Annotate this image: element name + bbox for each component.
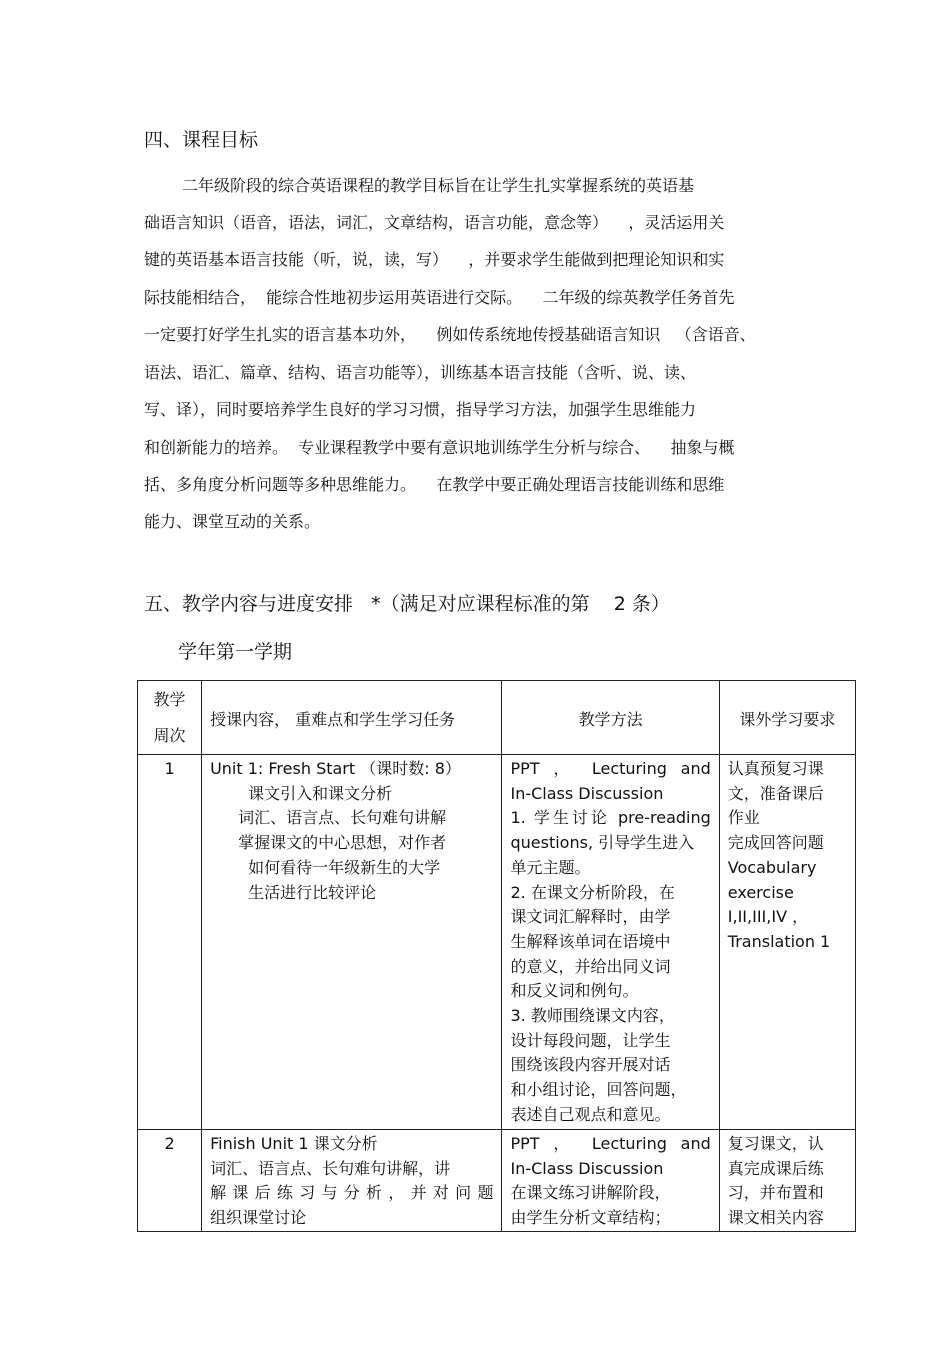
content-cell: Unit 1: Fresh Start （课时数: 8） 课文引入和课文分析 词汇、语言点、长句难句讲解 掌握课文的中心思想，对作者 如何看待一年级新生的大学 生活进行比较评论: [202, 755, 502, 1130]
section-4-paragraph-line: 和创新能力的培养。 专业课程教学中要有意识地训练学生分析与综合、 抽象与概: [144, 438, 735, 457]
schedule-table: [137, 680, 856, 1232]
section-4-paragraph-line: 括、多角度分析问题等多种思维能力。 在教学中要正确处理语言技能训练和思维: [144, 475, 725, 494]
semester-subheading: 学年第一学期: [178, 641, 293, 663]
week-number: 1: [138, 755, 202, 1130]
section-4-paragraph-line: 际技能相结合， 能综合性地初步运用英语进行交际。 二年级的综英教学任务首先: [144, 288, 735, 307]
homework-cell: 认真预复习课 文，准备课后 作业 完成回答问题 Vocabulary exercise I,II,III,IV ， Translation 1: [719, 755, 855, 1130]
section-4-paragraph-line: 写、译），同时要培养学生良好的学习习惯，指导学习方法，加强学生思维能力: [144, 400, 697, 419]
table-row: [138, 1130, 856, 1232]
header-week: 教学 周次: [138, 681, 202, 755]
section-4-paragraph-line: 一定要打好学生扎实的语言基本功外， 例如传系统地传授基础语言知识 （含语音、: [144, 325, 756, 344]
section-4-paragraph-line: 语法、语汇、篇章、结构、语言功能等），训练基本语言技能（含听、说、读、: [144, 363, 697, 382]
content-cell: Finish Unit 1 课文分析 词汇、语言点、长句难句讲解，讲 解课后练习与分析，并对问题 组织课堂讨论: [202, 1130, 502, 1232]
homework-cell: 复习课文，认 真完成课后练 习，并布置和 课文相关内容: [719, 1130, 855, 1232]
section-4-heading: 四、课程目标: [144, 129, 259, 151]
method-cell: PPT ， Lecturing and In-Class Discussion 1. 学生讨论 pre-reading questions, 引导学生进入 单元主题。 2. 在课文分析阶段，在 课文词汇解释时，由学 生解释该单词在语境中 的意义，并给出同义词 和反义词和例句。 3. 教师围绕课文内容， 设计每段问题，让学生 围绕该段内容开展对话 和小组讨论，回答问题， 表述自己观点和意见。: [502, 755, 719, 1130]
header-homework: 课外学习要求: [719, 681, 855, 755]
section-4-paragraph-line: 键的英语基本语言技能（听，说，读，写） ，并要求学生能做到把理论知识和实: [144, 250, 725, 269]
table-row: [138, 755, 856, 1130]
section-5-heading: 五、教学内容与进度安排 *（满足对应课程标准的第 2 条）: [144, 593, 670, 615]
section-4-paragraph-line: 二年级阶段的综合英语课程的教学目标旨在让学生扎实掌握系统的英语基: [182, 176, 695, 195]
header-content: 授课内容， 重难点和学生学习任务: [202, 681, 502, 755]
method-cell: PPT ， Lecturing and In-Class Discussion 在课文练习讲解阶段， 由学生分析文章结构；: [502, 1130, 719, 1232]
week-number: 2: [138, 1130, 202, 1232]
section-4-paragraph-line: 础语言知识（语音，语法，词汇，文章结构，语言功能，意念等） ，灵活运用关: [144, 213, 725, 232]
header-method: 教学方法: [502, 681, 719, 755]
table-header-row: [138, 681, 856, 755]
section-4-paragraph-line: 能力、课堂互动的关系。: [144, 512, 321, 531]
